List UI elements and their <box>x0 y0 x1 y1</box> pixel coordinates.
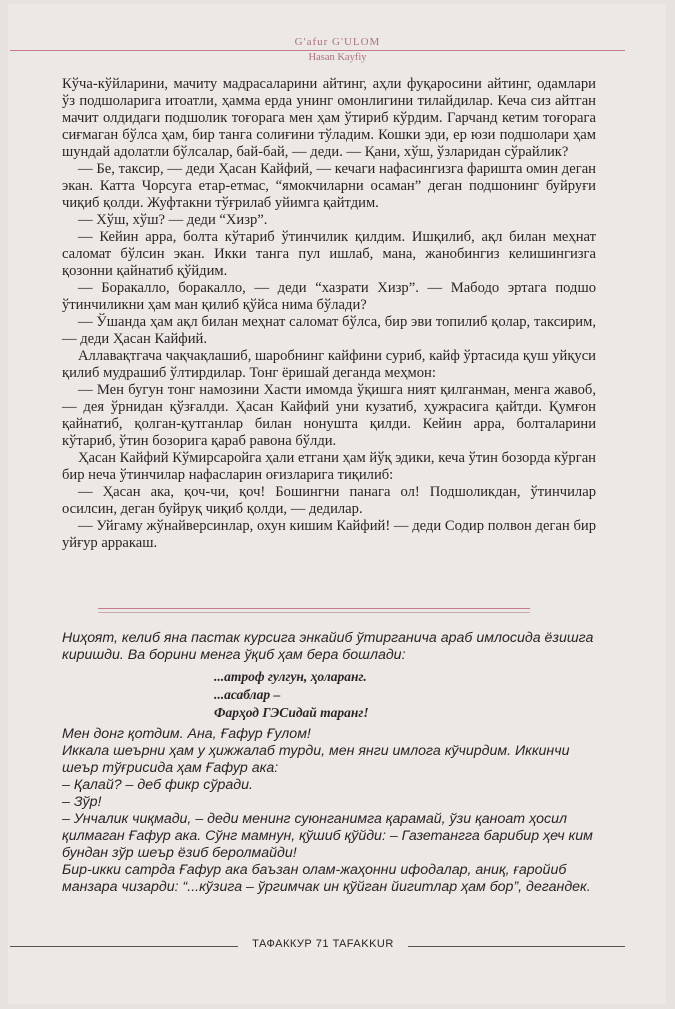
paragraph: — Хўш, хўш? — деди “Хизр”. <box>78 212 268 228</box>
poem-quote <box>214 668 596 722</box>
paragraph: — Уйгаму жўнайверсинлар, охун кишим Кайфий! — деди Содир полвон деган бир уйғур арракаш. <box>62 518 596 551</box>
section-divider <box>98 608 530 609</box>
paragraph: — Ўшанда ҳам ақл билан меҳнат саломат бўлса, бир эви топилиб қолар, таксирим, — деди Ҳасан Кайфий. <box>62 314 596 347</box>
paragraph: — Мен бугун тонг намозини Хасти имомда ўқишга ният қилганман, менга жавоб, — дея ўрнидан қўзғалди. Ҳасан Кайфий уни кузатиб, ҳужрасига қайтди. Қумғон қайнатиб, қолган-қутганлар билан нонушта қилди. Кейин арра, болталарини кўтариб, ўтин бозорига қараб равона бўлди. <box>62 382 596 449</box>
main-text <box>62 76 596 552</box>
memoir-paragraph: – Унчалик чиқмади, – деди менинг суюнганимга қарамай, ўзи қаноат ҳосил қилмаган Ғафур ака. Сўнг мамнун, қўшиб қўйди: – Газетангга барибир ҳеч ким бундан зўр шеър ёзиб беролмайди! <box>62 811 593 861</box>
paragraph: Аллавақтгача чақчақлашиб, шаробнинг кайфини суриб, кайф ўртасида қуш уйқуси қилиб мудрашиб ўлтирдилар. Тонг ёришай деганда меҳмон: <box>62 348 596 381</box>
memoir-section <box>62 630 596 896</box>
footer-rule-left <box>10 946 238 947</box>
header-rule <box>10 50 625 51</box>
memoir-paragraph: Бир-икки сатрда Ғафур ака баъзан олам-жаҳонни ифодалар, аниқ, ғаройиб манзара чизарди: “...кўзига – ўргимчак ин қўйган йигитлар ҳам бор”, дегандек. <box>62 862 591 895</box>
memoir-paragraph: Мен донг қотдим. Ана, Ғафур Ғулом! <box>62 726 311 742</box>
memoir-paragraph: – Қалай? – деб фикр сўради. <box>62 777 253 793</box>
running-header-author: G'afur G'ULOM <box>294 36 381 48</box>
poem-line: Фарҳод ГЭСидай таранг! <box>214 705 369 720</box>
paragraph: — Боракалло, боракалло, — деди “хазрати Хизр”. — Мабодо эртага подшо ўтинчиликни ҳам ман қилиб қўйса нима бўлади? <box>62 280 596 313</box>
paragraph: — Кейин арра, болта кўтариб ўтинчилик қилдим. Ишқилиб, ақл билан меҳнат саломат бўлсин экан. Икки танга пул ишлаб, мана, жанобингиз келишингизга қозонни қайнатиб қўйдим. <box>62 229 596 279</box>
memoir-paragraph: Иккала шеърни ҳам у ҳижжалаб турди, мен янги имлога кўчирдим. Иккинчи шеър тўғрисида ҳам Ғафур ака: <box>62 743 570 776</box>
poem-line: ...атроф гулгун, ҳоларанг. <box>214 669 367 684</box>
page-footer <box>10 938 625 954</box>
paragraph: Кўча-кўйларини, мачиту мадрасаларини айтинг, аҳли фуқаросини айтинг, одамлари ўз подшоларига итоатли, ҳамма ерда унинг омонлигини тилайдилар. Кеча сиз айтган мачит олдидаги подшолик тоғорага мен ҳам ўтириб кўрдим. Гарчанд кетим тоғорага сиғмаган бўлса ҳам, бир танга солиғини тўладим. Кошки эди, ер юзи подшолари ҳам шундай адолатли бўлсалар, бай-бай, — деди. — Қани, хўш, ўзларидан сўрайлик? <box>62 76 596 160</box>
section-divider <box>98 612 530 613</box>
poem-line: ...асаблар – <box>214 687 281 702</box>
memoir-paragraph: – Зўр! <box>62 794 102 810</box>
paragraph: — Бе, таксир, — деди Ҳасан Кайфий, — кечаги нафасингизга фаришта омин деган экан. Катта Чорсуга етар-етмас, “ямокчиларни осаман” деган подшонинг буйруғи чиқиб қолди. Жуфтакни тўғрилаб уйимга қайтдим. <box>62 161 596 211</box>
paragraph: — Ҳасан ака, қоч-чи, қоч! Бошингни панага ол! Подшоликдан, ўтинчилар осилсин, деган буйруқ чиқиб қолди, — дедилар. <box>62 484 596 517</box>
footer-page-label: ТАФАККУР 71 TAFAKKUR <box>252 938 394 950</box>
paragraph: Ҳасан Кайфий Кўмирсаройга ҳали етгани ҳам йўқ эдики, кеча ўтин бозорда кўрган бир неча ўтинчилар нафасларин оғизларига тиқилиб: <box>62 450 596 483</box>
running-header-subtitle: Hasan Kayfiy <box>308 52 367 63</box>
footer-rule-right <box>408 946 625 947</box>
memoir-intro: Ниҳоят, келиб яна пастак курсига энкайиб ўтирганича араб имлосида ёзишга киришди. Ва борини менга ўқиб ҳам бера бошлади: <box>62 630 594 663</box>
